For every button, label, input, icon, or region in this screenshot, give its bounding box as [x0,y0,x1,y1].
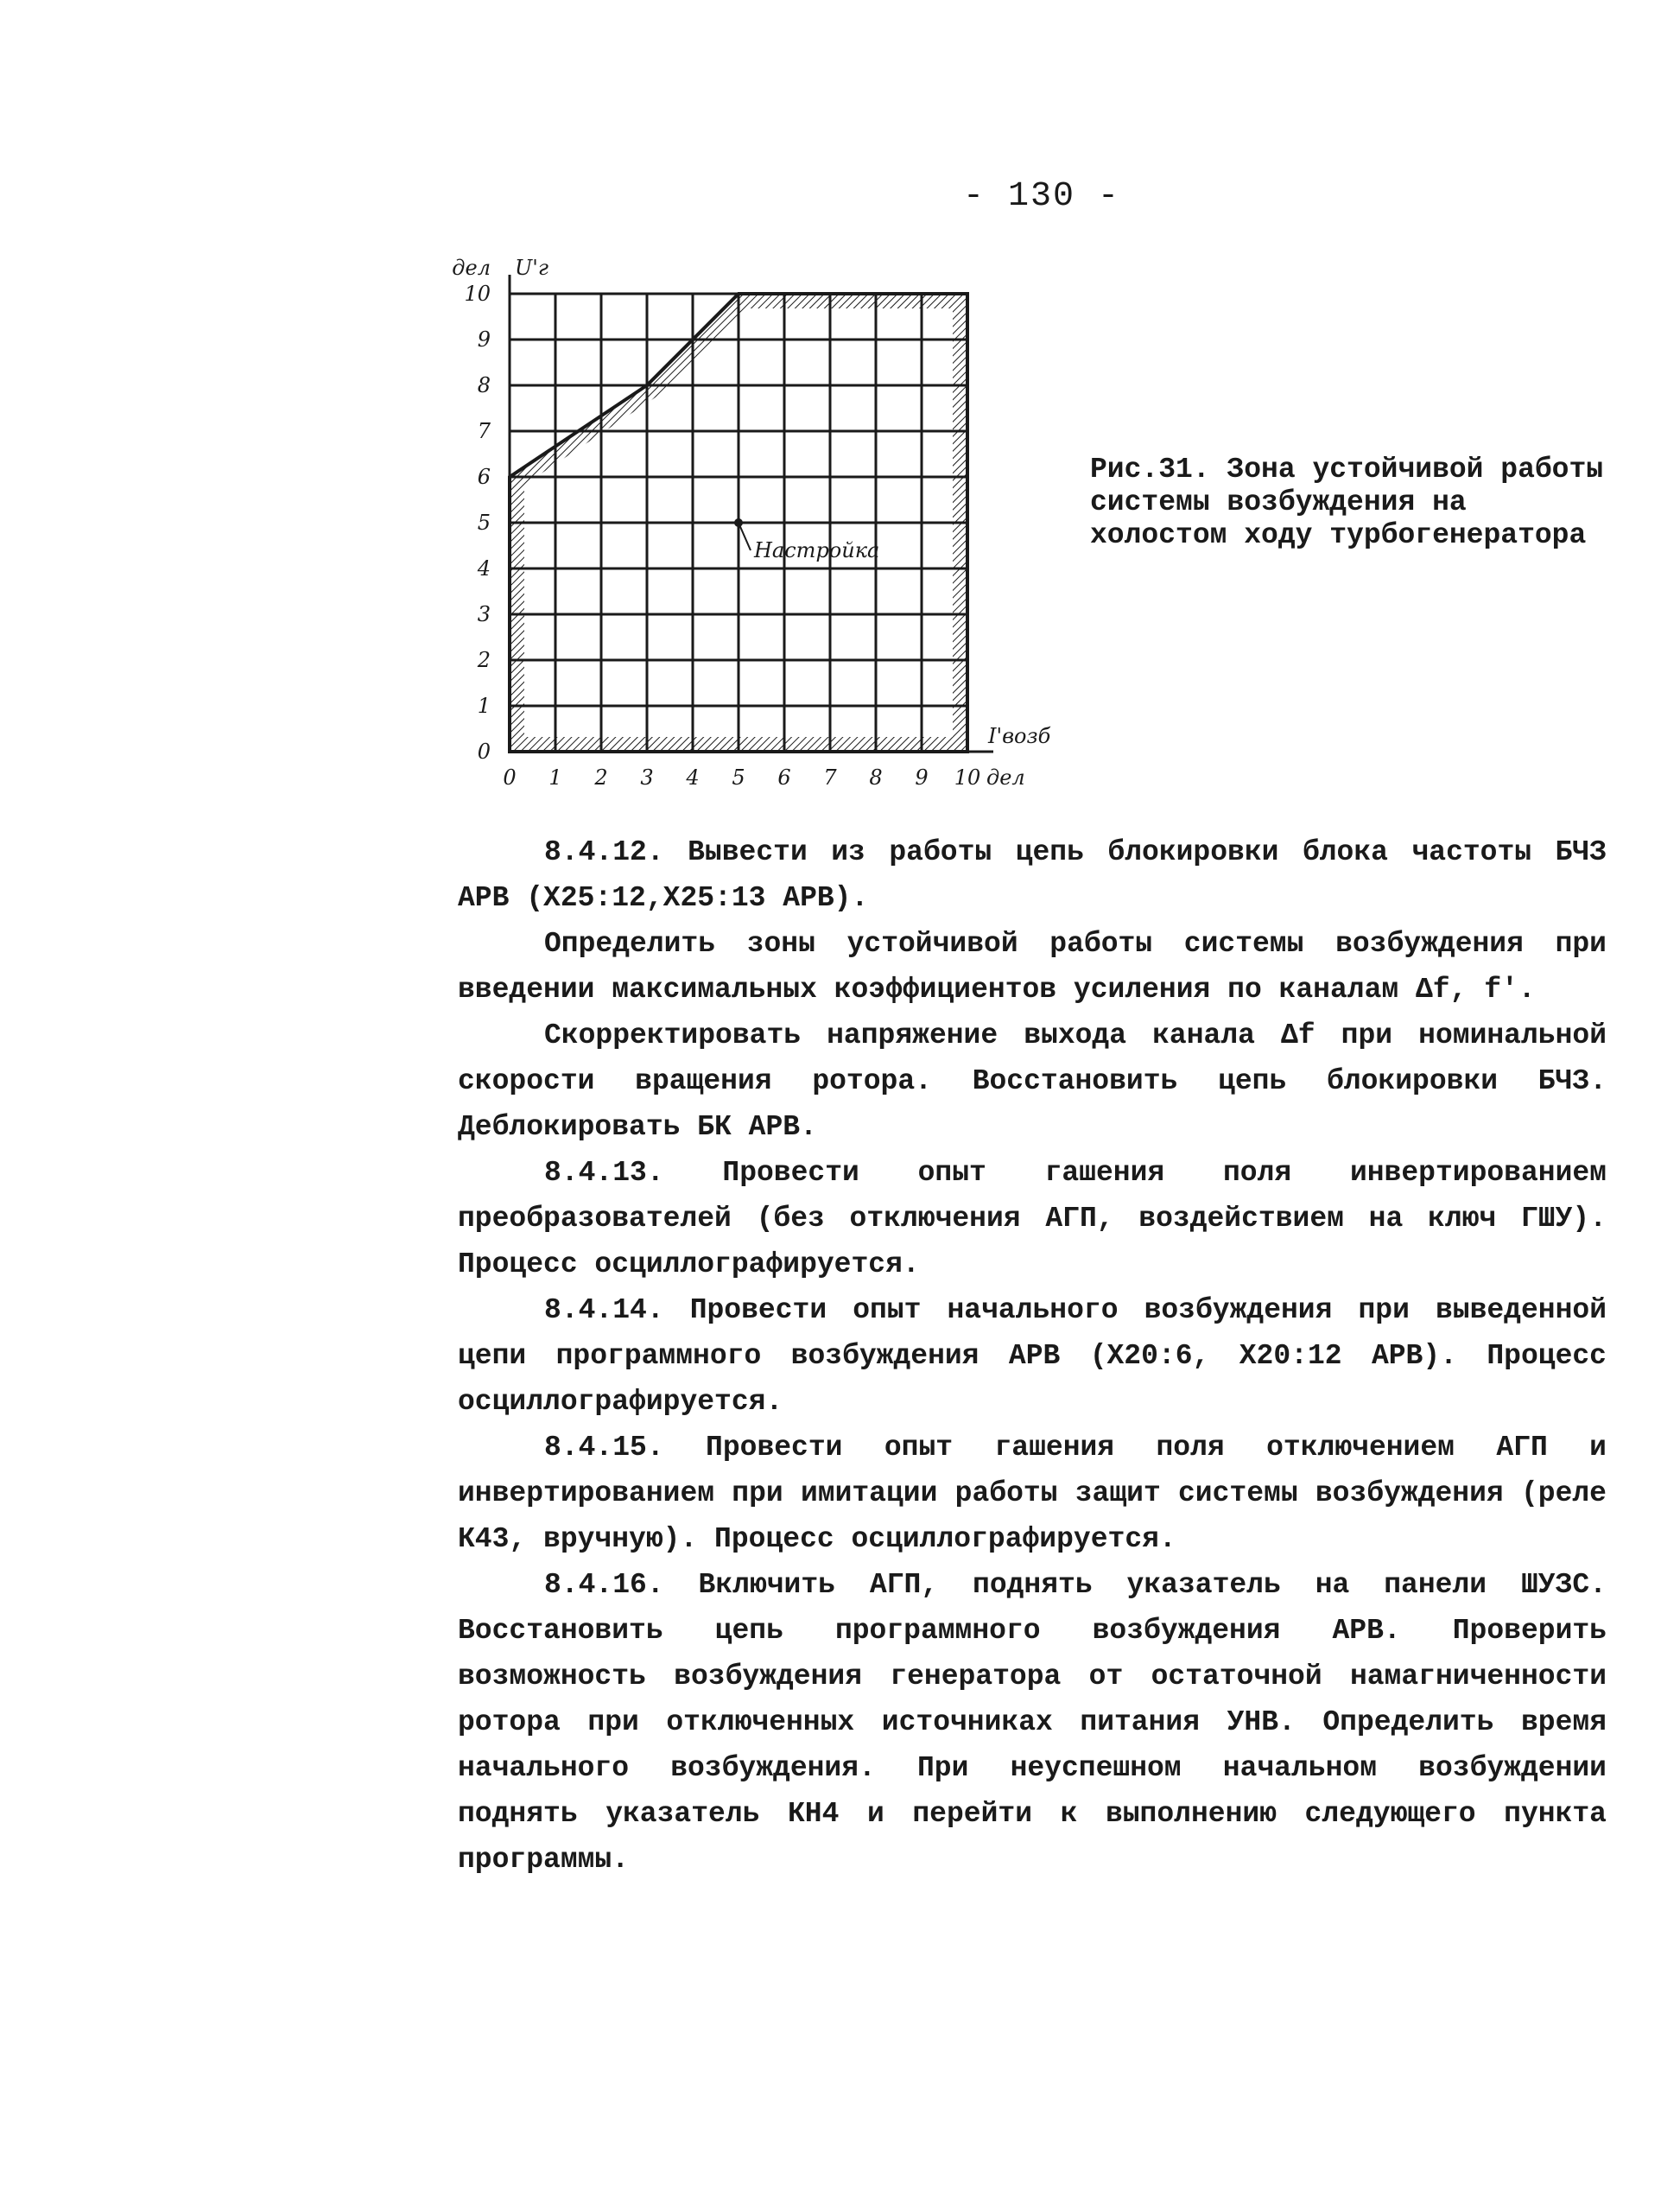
paragraph: Определить зоны устойчивой работы системы возбуждения при введении максимальных коэффициентов усиления по каналам Δf, f'. [458,928,1607,1006]
x-tick-label: 4 [686,765,700,790]
marker-leader-line [739,523,751,550]
paragraph: 8.4.15. Провести опыт гашения поля отключением АГП и инвертированием при имитации работы защит системы возбуждения (реле К43, вручную). Процесс осциллографируется. [458,1432,1607,1555]
paragraph: 8.4.14. Провести опыт начального возбуждения при выведенной цепи программного возбуждения АРВ (Х20:6, Х20:12 АРВ). Процесс осциллографируется. [458,1294,1607,1418]
marker-label: Настройка [754,538,880,562]
y-tick-label: 1 [477,694,491,718]
y-tick-label: 5 [477,511,491,535]
chart-grid [510,275,993,752]
y-tick-label: 4 [477,556,491,581]
figure-caption: Рис.31. Зона устойчивой работы системы возбуждения на холостом ходу турбогенератора [1090,454,1604,551]
y-tick-label: 2 [477,648,491,672]
y-tick-label: 7 [477,419,491,443]
paragraph: 8.4.12. Вывести из работы цепь блокировки блока частоты БЧЗ АРВ (Х25:12,Х25:13 АРВ). [458,836,1607,914]
page-number: - 130 - [963,177,1121,216]
y-tick-label: 3 [477,602,491,626]
x-tick-label: 5 [732,765,745,790]
x-tick-label: 8 [869,765,883,790]
y-axis-unit: дел [452,256,491,280]
x-tick-label: 0 [503,765,517,790]
y-tick-label: 8 [477,373,491,397]
x-tick-label: 3 [640,765,654,790]
y-axis-label: U'г [515,256,548,280]
x-tick-label: 1 [548,765,562,790]
y-tick-label: 9 [477,327,491,352]
paragraph: 8.4.16. Включить АГП, поднять указатель на панели ШУЗС. Восстановить цепь программного возбуждения АРВ. Проверить возможность возбуждения генератора от остаточной намагниченности ротора при отключенных источниках питания УНВ. Определить время начального возбуждения. При неуспешном начальном возбуждении поднять указатель КН4 и перейти к выполнению следующего пункта программы. [458,1569,1607,1876]
marker-layer [734,518,879,562]
x-tick-label: 9 [915,765,929,790]
stability-zone-chart [449,251,1071,803]
x-tick-label: 2 [594,765,608,790]
y-tick-label: 10 [464,282,491,306]
body-text [458,829,1607,1883]
paragraph: Скорректировать напряжение выхода канала Δf при номинальной скорости вращения ротора. Восстановить цепь блокировки БЧЗ. Деблокировать БК АРВ. [458,1019,1607,1143]
y-tick-label: 6 [477,465,491,489]
x-tick-label: 10 [954,765,981,790]
x-tick-label: 6 [777,765,791,790]
paragraph: 8.4.13. Провести опыт гашения поля инвертированием преобразователей (без отключения АГП, воздействием на ключ ГШУ). Процесс осциллографируется. [458,1157,1607,1280]
x-axis-unit: дел [986,765,1025,790]
x-tick-label: 7 [823,765,837,790]
y-tick-label: 0 [477,740,491,764]
tick-labels [464,282,980,790]
x-axis-label: I'возб [988,724,1051,748]
